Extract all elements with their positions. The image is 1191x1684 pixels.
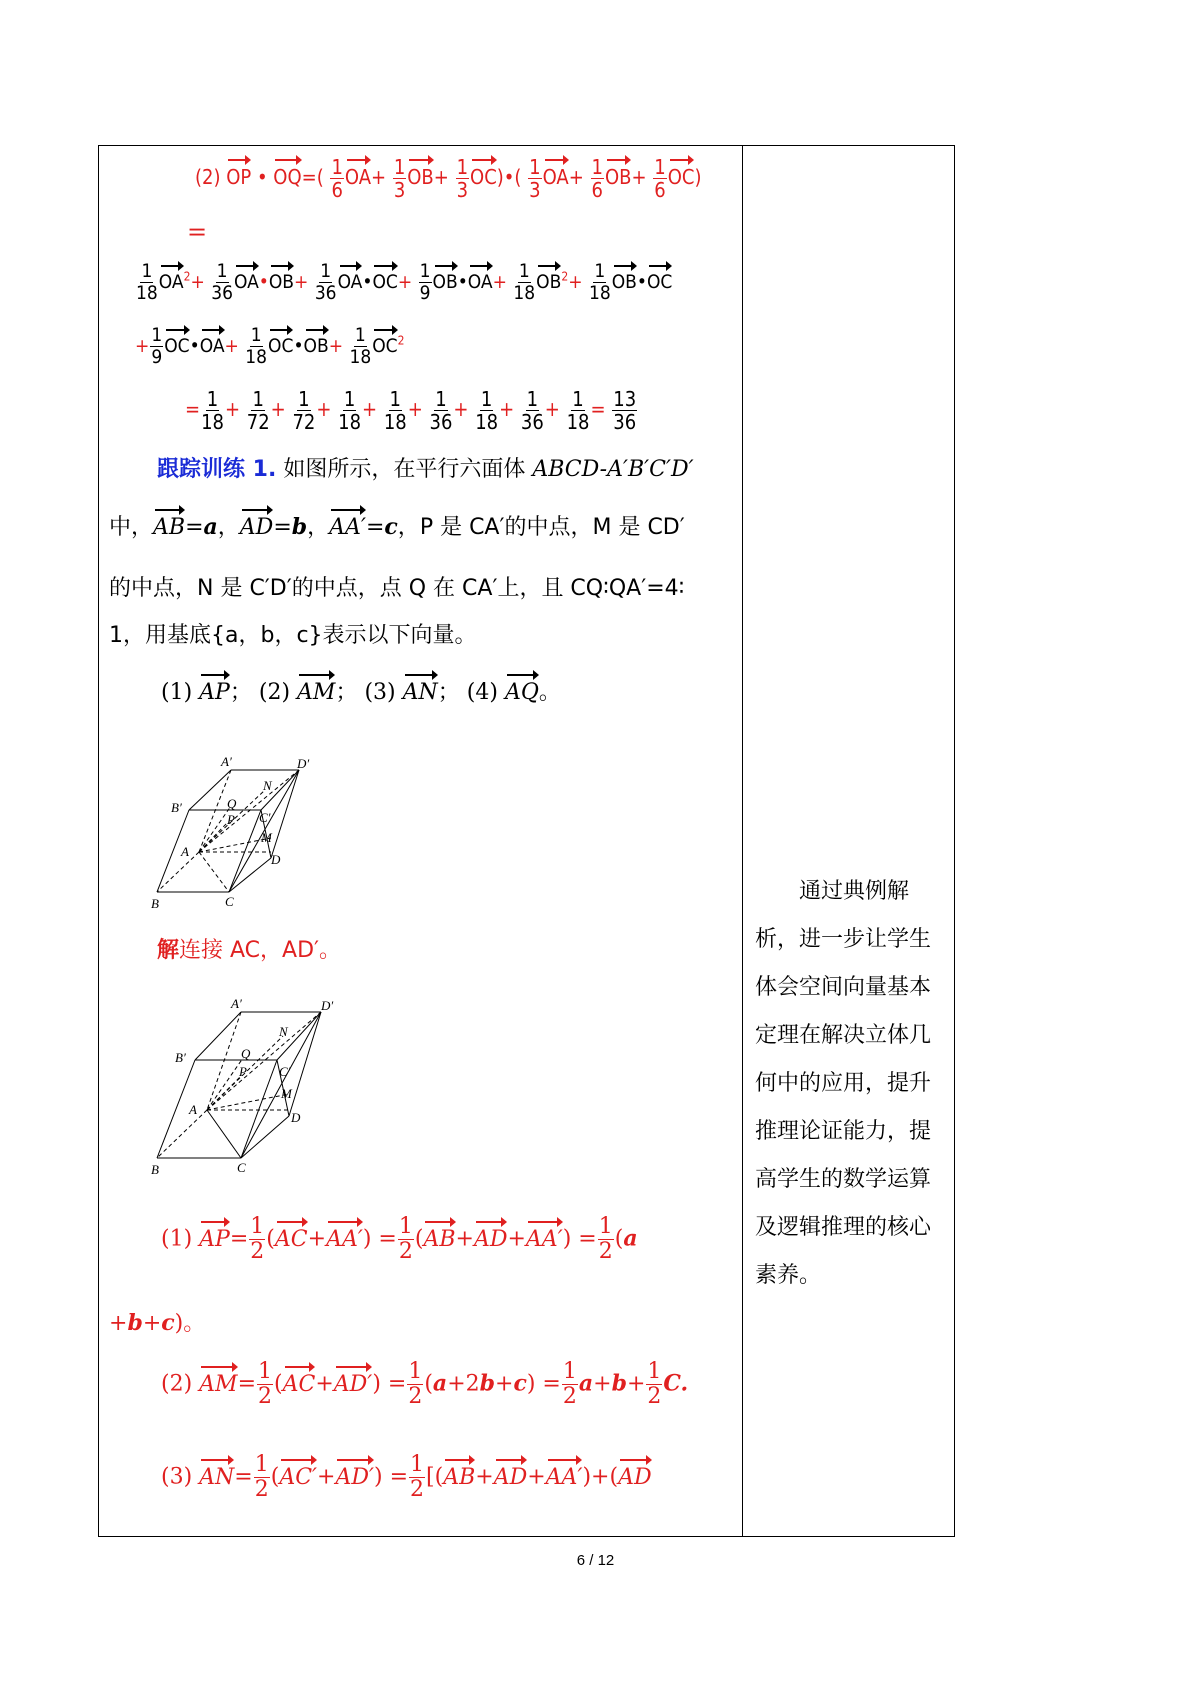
tracking-title: 跟踪训练 1.	[157, 457, 277, 482]
fig2-label-B: B	[151, 1162, 159, 1177]
fig1-label-A-prime: A′	[221, 756, 232, 769]
fig1-label-N: N	[263, 778, 272, 793]
tracking-line-1: 跟踪训练 1. 如图所示，在平行六面体 ABCD-A′B′C′D′	[157, 457, 694, 482]
notes-cell	[743, 146, 954, 1536]
fig1-label-M: M	[261, 830, 272, 845]
fig1-label-Q: Q	[227, 796, 237, 811]
fig1-label-B-prime: B′	[171, 800, 182, 815]
fig2-label-C-prime: C′	[279, 1064, 291, 1079]
parallelepiped-figure-2	[151, 996, 361, 1186]
lesson-table	[98, 145, 955, 1537]
fig2-label-A: A	[189, 1102, 197, 1117]
main-cell	[99, 146, 742, 1536]
tracking-line-3: 的中点，N 是 C′D′的中点，点 Q 在 CA′上，且 CQ∶QA′=4∶	[109, 576, 685, 601]
equals-sign: =	[187, 218, 208, 246]
fig1-label-D-prime: D′	[297, 756, 310, 771]
fig2-label-P: P	[239, 1064, 247, 1079]
equation-2-line-2: $\frac{1}{18}$ $OA^2+$ $\frac{1}{36}$ OA•OB+ $\frac{1}{36}$ OA•OC+ $\frac{1}{9}$ OB•OA+ $\frac{1}{18}$ $OB^2+$ $\frac{1}{18}$ OB•OC	[136, 260, 673, 304]
tracking-parts: (1) AP； (2) AM； (3) AN； (4) AQ。	[161, 671, 561, 706]
fig1-label-B: B	[151, 896, 159, 911]
equation-2-result: = $\frac{1}{18}$ + $\frac{1}{72}$ + $\frac{1}{72}$ + $\frac{1}{18}$ + $\frac{1}{18}$ + $\frac{1}{36}$ + $\frac{1}{18}$ + $\frac{1}{36}$ + $\frac{1}{18}$ = $\frac{13}{36}$	[185, 387, 637, 434]
fig1-label-A: A	[181, 844, 189, 859]
fig1-label-P: P	[227, 812, 235, 827]
fig2-label-B-prime: B′	[175, 1050, 186, 1065]
fig1-label-C-prime: C′	[259, 810, 271, 825]
fig2-label-M: M	[281, 1086, 292, 1101]
page-number: 6 / 12	[576, 1552, 615, 1569]
parallelepiped-figure-1	[151, 756, 331, 916]
fig1-label-D: D	[271, 852, 281, 867]
tracking-line-4: 1，用基底{a，b，c}表示以下向量。	[109, 623, 477, 648]
equation-2-line-3: + $\frac{1}{9}$ OC•OA+ $\frac{1}{18}$ OC•OB+ $\frac{1}{18}$ $OC^2$	[135, 324, 405, 368]
side-note: 通过典例解析，进一步让学生体会空间向量基本定理在解决立体几何中的应用，提升推理论证能力，提高学生的数学运算及逻辑推理的核心素养。	[755, 879, 932, 1288]
answer-1-line-2: +b+c)。	[109, 1310, 206, 1336]
fig2-label-A-prime: A′	[231, 996, 242, 1011]
fig2-label-N: N	[279, 1024, 288, 1039]
equation-label: (2)	[195, 165, 221, 189]
answer-2: (2) AM= $\frac{1}{2}$ (AC+AD′) = $\frac{1}{2}$ (a+2b+c) = $\frac{1}{2}$ a+b+ $\frac{1}{2}$ C.	[161, 1359, 689, 1409]
fig1-label-C: C	[225, 894, 234, 909]
solution-intro: 解连接 AC，AD′。	[157, 938, 342, 963]
fig2-label-D: D	[291, 1110, 301, 1125]
fig2-label-Q: Q	[241, 1046, 251, 1061]
equation-2-line-1: (2) OP • OQ=( $\frac{1}{6}$ OA+ $\frac{1}{3}$ OB+ $\frac{1}{3}$ OC)•( $\frac{1}{3}$ OA+ $\frac{1}{6}$ OB+ $\frac{1}{6}$ OC)	[195, 155, 702, 202]
tracking-line-2: 中，AB=a，AD=b，AA′=c，P 是 CA′的中点，M 是 CD′	[109, 506, 685, 541]
fig2-label-C: C	[237, 1160, 246, 1175]
answer-1-line-1: (1) AP= $\frac{1}{2}$ (AC+AA′) = $\frac{1}{2}$ (AB+AD+AA′) = $\frac{1}{2}$ (a	[161, 1214, 638, 1264]
answer-3: (3) AN= $\frac{1}{2}$ (AC′+AD′) = $\frac{1}{2}$ [(AB+AD+AA′)+(AD	[161, 1452, 652, 1502]
fig2-label-D-prime: D′	[321, 998, 334, 1013]
